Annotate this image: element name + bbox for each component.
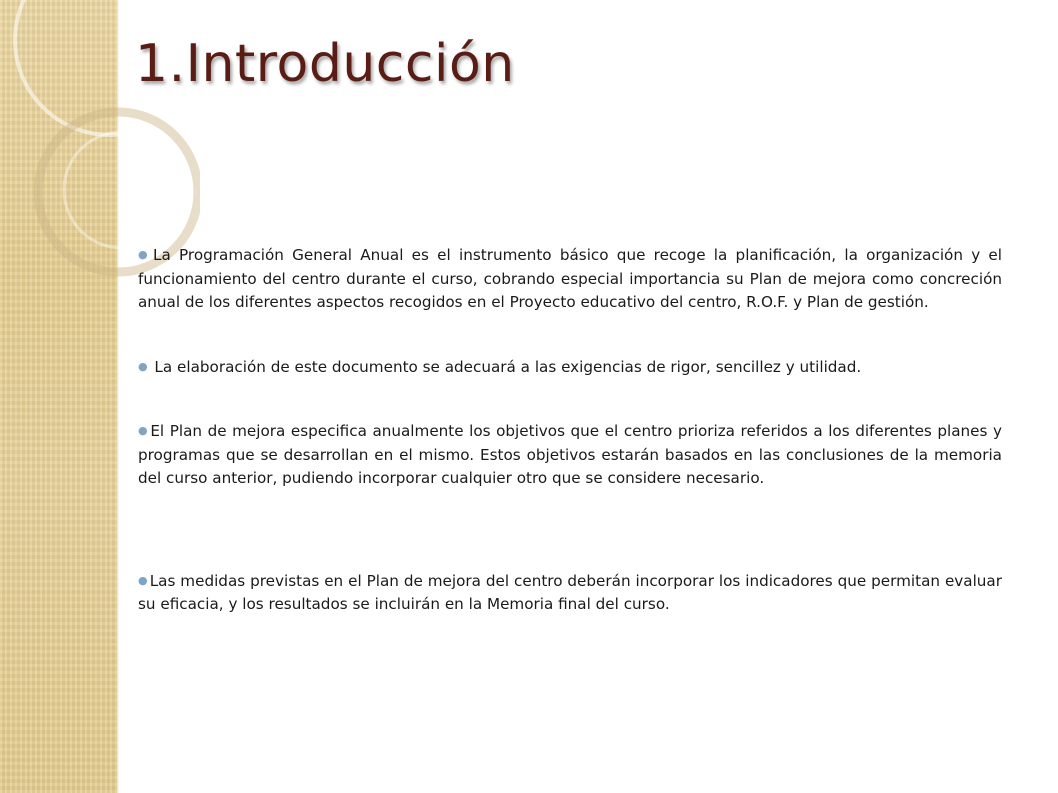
bullet-icon: ● <box>138 248 152 261</box>
paragraph-text: Las medidas previstas en el Plan de mejora del centro deberán incorporar los indicadores que permitan evaluar su eficacia, y los resultados se incluirán en la Memoria final del curso. <box>138 571 1002 613</box>
slide-title: 1.Introducción <box>135 34 515 94</box>
paragraph-text: La Programación General Anual es el instrumento básico que recoge la planificación, la organización y el funcionamiento del centro durante el curso, cobrando especial importancia su Plan de mejora como concreción anual de los diferentes aspectos recogidos en el Proyecto educativo del centro, R.O.F. y Plan de gestión. <box>138 246 1002 311</box>
bullet-paragraph <box>138 355 1002 380</box>
bullet-paragraph <box>138 569 1002 617</box>
bullet-paragraph <box>138 243 1002 315</box>
bullet-icon: ● <box>138 573 148 587</box>
bullet-icon: ● <box>138 359 148 373</box>
bullet-icon: ● <box>138 424 149 437</box>
decorative-ring-small <box>64 132 180 248</box>
bullet-paragraph <box>138 419 1002 491</box>
paragraph-text: La elaboración de este documento se adecuará a las exigencias de rigor, sencillez y utilidad. <box>149 357 862 376</box>
paragraph-text: El Plan de mejora especifica anualmente los objetivos que el centro prioriza referidos a los diferentes planes y programas que se desarrollan en el mismo. Estos objetivos estarán basados en las conclusiones de la memoria del curso anterior, pudiendo incorporar cualquier otro que se considere necesario. <box>138 422 1002 487</box>
slide-body <box>138 243 1002 617</box>
